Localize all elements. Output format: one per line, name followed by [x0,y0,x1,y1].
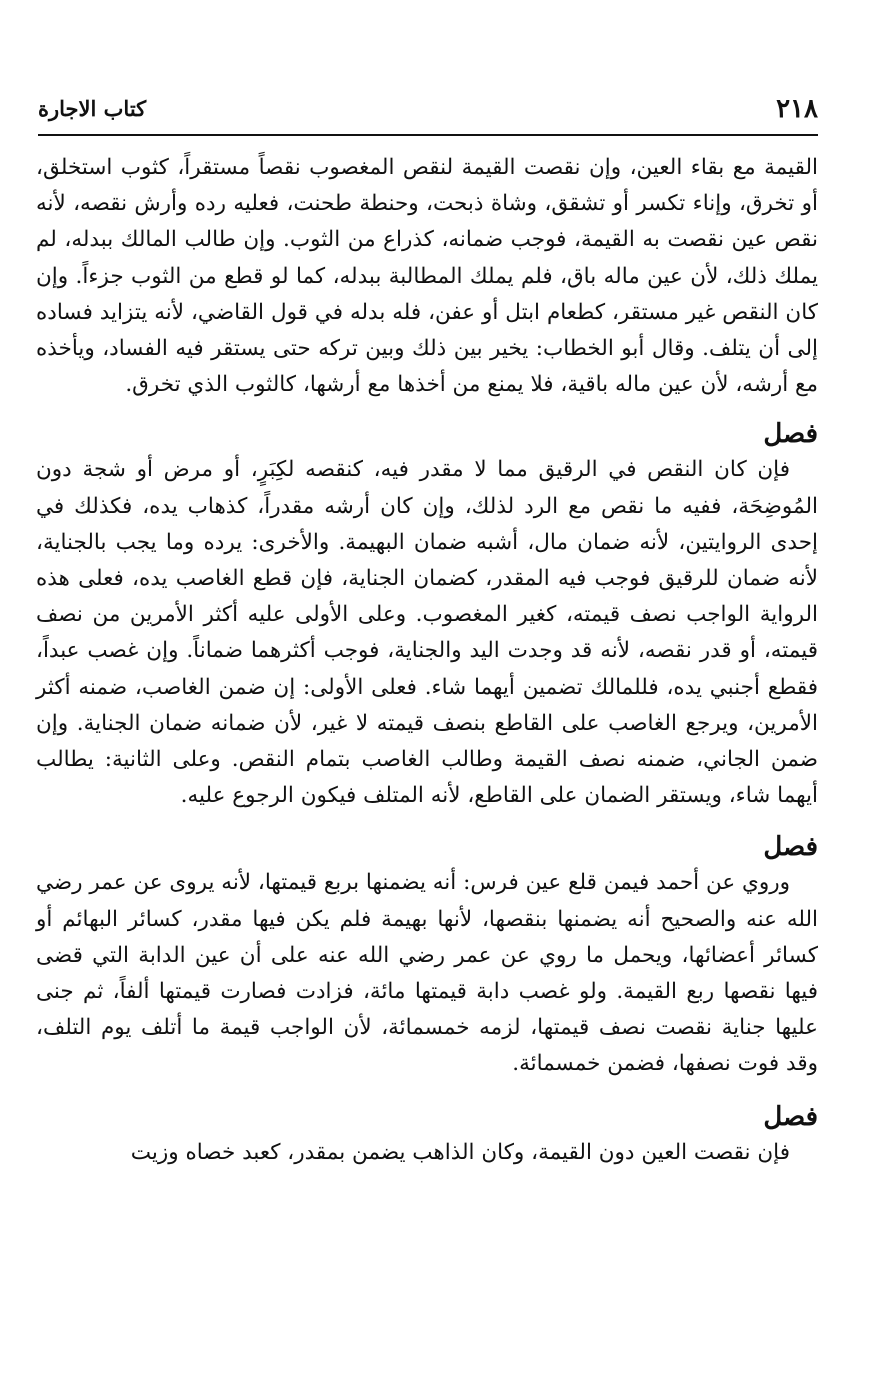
page-number: ٢١٨ [776,94,818,124]
section-heading-fasl-3: فصل [763,1101,818,1132]
page-header [38,92,818,132]
paragraph-horse-eye: وروي عن أحمد فيمن قلع عين فرس: أنه يضمنها بربع قيمتها، لأنه يروى عن عمر رضي الله عنه والصحيح أنه يضمنها بنقصها، لأنها بهيمة فلم يكن فيها مقدر، كسائر البهائم أو كسائر أعضائها، ويحمل ما روي عن عمر رضي الله عنه على أن عين الدابة التي قضى فيها نقصها ربع القيمة. ولو غصب دابة قيمتها مائة، فزادت فصارت قيمتها ألفاً، ثم جنى عليها جناية نقصت نصف قيمتها، لزمه خمسمائة، لأن الواجب قيمة ما أتلف يوم التلف، وقد فوت نصفها، فضمن خمسمائة. [36,870,818,1077]
paragraph-slave-damage: فإن كان النقص في الرقيق مما لا مقدر فيه، كنقصه لكِبَرٍ، أو مرض أو شجة دون المُوضِحَة، ففيه ما نقص مع الرد لذلك، وإن كان أرشه مقدراً، كذهاب يده، فكذلك في إحدى الروايتين، لأنه ضمان مال، أشبه ضمان البهيمة. والأخرى: يرده وما يجب بالجناية، لأنه ضمان للرقيق فوجب فيه المقدر، كضمان الجناية، فإن قطع الغاصب يده، فعلى هذه الرواية الواجب نصف قيمته، كغير المغصوب. وعلى الأولى عليه أكثر الأمرين من نصف قيمته، أو قدر نقصه، لأنه قد وجدت اليد والجناية، فوجب أكثرهما ضماناً. وإن غصب عبداً، فقطع أجنبي يده، فللمالك تضمين أيهما شاء. فعلى الأولى: إن ضمن الغاصب، ضمنه أكثر الأمرين، ويرجع الغاصب على القاطع بنصف قيمته لا غير، لأن ضمانه ضمان الجناية. وإن ضمن الجاني، ضمنه نصف القيمة وطالب الغاصب بتمام النقص. وعلى الثانية: يطالب أيهما شاء، ويستقر الضمان على القاطع، لأنه المتلف فيكون الرجوع عليه. [36,457,818,809]
page-body [36,150,818,1171]
section-heading-fasl-1: فصل [763,419,818,450]
paragraph-value-unchanged: فإن نقصت العين دون القيمة، وكان الذاهب يضمن بمقدر، كعبد خصاه وزيت [130,1139,790,1165]
running-title: كتاب الاجارة [38,96,147,121]
section-heading-fasl-2: فصل [763,832,818,863]
header-divider [38,134,818,136]
paragraph-continuation: القيمة مع بقاء العين، وإن نقصت القيمة لنقص المغصوب نقصاً مستقراً، كثوب استخلق، أو تخرق، وإناء تكسر أو تشقق، وشاة ذبحت، وحنطة طحنت، فعليه رده وأرش نقصه، لأنه نقص عين نقصت به القيمة، فوجب ضمانه، كذراع من الثوب. وإن طالب المالك ببدله، لم يملك ذلك، لأن عين ماله باق، فلم يملك المطالبة ببدله، كما لو قطع من الثوب جزءاً. وإن كان النقص غير مستقر، كطعام ابتل أو عفن، فله بدله في قول القاضي، لأنه يتزايد فساده إلى أن يتلف. وقال أبو الخطاب: يخير بين ذلك وبين تركه حتى يستقر فيه الفساد، ويأخذه مع أرشه، لأن عين ماله باقية، فلا يمنع من أخذها مع أرشها، كالثوب الذي تخرق. [36,155,818,398]
